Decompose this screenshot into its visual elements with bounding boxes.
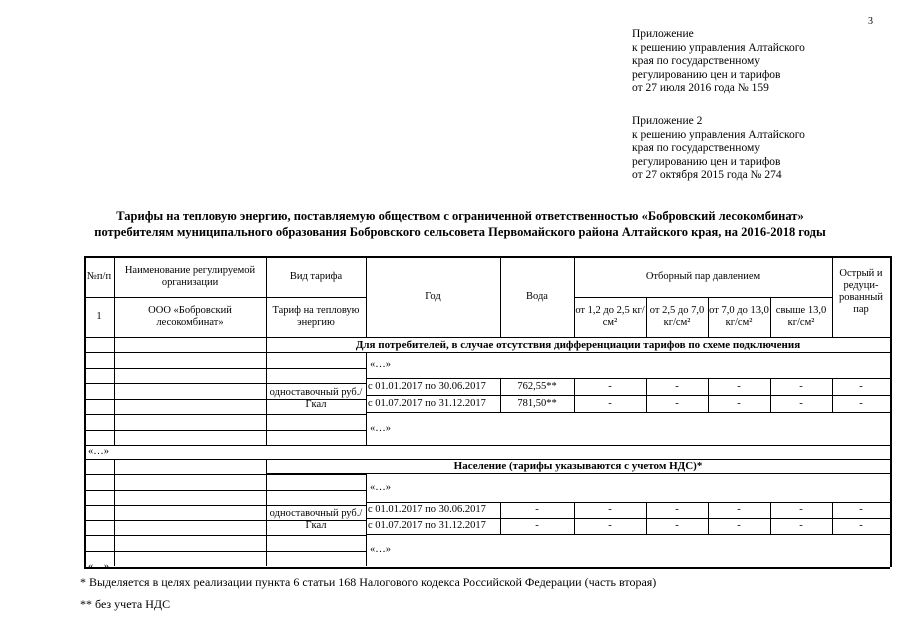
header-tariff-type: Вид тарифа xyxy=(289,270,343,282)
table-rule xyxy=(366,412,890,413)
ellipsis-row: «…» xyxy=(370,422,391,434)
table-rule xyxy=(114,459,115,566)
value-cell: - xyxy=(608,520,612,531)
header-pressure-3: от 7,0 до 13,0 кг/см² xyxy=(709,305,769,328)
value-cell: - xyxy=(799,397,803,409)
table-rule xyxy=(366,473,367,566)
appendix-note-1 xyxy=(632,28,805,96)
value-cell: - xyxy=(608,380,612,392)
value-cell: - xyxy=(799,520,803,531)
ellipsis-row: «…» xyxy=(370,481,391,493)
appendix-line: к решению управления Алтайского xyxy=(632,41,805,54)
value-cell: - xyxy=(859,380,863,392)
header-steam: Отборный пар давлением xyxy=(645,270,761,282)
period-cell: с 01.01.2017 по 30.06.2017 xyxy=(368,380,486,392)
header-year: Год xyxy=(425,290,441,302)
ellipsis-row: «…» xyxy=(370,544,391,555)
value-cell: - xyxy=(535,520,539,531)
value-cell: - xyxy=(737,504,741,515)
header-pressure-1: от 1,2 до 2,5 кг/см² xyxy=(575,305,645,328)
value-cell: - xyxy=(675,397,679,409)
appendix-line: к решению управления Алтайского xyxy=(632,128,805,141)
value-cell: - xyxy=(675,380,679,392)
value-cell: - xyxy=(859,397,863,409)
period-cell: с 01.01.2017 по 30.06.2017 xyxy=(368,504,486,515)
title-line-2: потребителям муниципального образования Бобровского сельсовета Первомайского района Алтайского края, на 2016-2018 годы xyxy=(94,225,826,239)
table-rule xyxy=(114,337,115,445)
tariff-type-label: одноставочный руб./Гкал xyxy=(269,386,363,410)
appendix-line: регулированию цен и тарифов xyxy=(632,68,781,81)
header-organization: Наименование регулируемой организации xyxy=(124,264,256,288)
section-header: Население (тарифы указываются с учетом НДС)* xyxy=(453,460,703,472)
value-cell: - xyxy=(675,520,679,531)
value-cell: - xyxy=(737,380,741,392)
value-cell: 762,55** xyxy=(517,380,557,392)
value-cell: - xyxy=(799,504,803,515)
ellipsis-row: «…» xyxy=(370,359,391,370)
value-cell: - xyxy=(737,397,741,409)
section-header: Для потребителей, в случае отсутствия дифференциации тарифов по схеме подключения xyxy=(355,338,801,351)
footnote-2: ** без учета НДС xyxy=(80,597,171,611)
table-rule xyxy=(84,445,890,446)
ellipsis-row: «…» xyxy=(88,561,109,572)
table-rule xyxy=(832,256,833,337)
tariff-name: Тариф на тепловую энергию xyxy=(272,305,360,328)
appendix-note-2 xyxy=(632,115,805,183)
value-cell: - xyxy=(535,504,539,515)
appendix-line: регулированию цен и тарифов xyxy=(632,155,781,168)
value-cell: - xyxy=(859,504,863,515)
period-cell: с 01.07.2017 по 31.12.2017 xyxy=(368,397,486,409)
value-cell: - xyxy=(608,504,612,515)
organization-name: ООО «Бобровский лесокомбинат» xyxy=(148,305,232,328)
table-rule xyxy=(366,352,367,445)
period-cell: с 01.07.2017 по 31.12.2017 xyxy=(368,520,486,531)
value-cell: - xyxy=(608,397,612,409)
table-rule xyxy=(366,534,890,535)
value-cell: - xyxy=(675,504,679,515)
value-cell: - xyxy=(799,380,803,392)
table-rule xyxy=(84,567,890,569)
appendix-line: Приложение 2 xyxy=(632,115,703,127)
header-pressure-2: от 2,5 до 7,0 кг/см² xyxy=(649,305,705,328)
value-cell: - xyxy=(737,520,741,531)
page-number: 3 xyxy=(868,16,873,27)
header-num: №п/п xyxy=(86,270,112,282)
header-sharp-steam: Острый и редуци-рованный пар xyxy=(839,267,883,315)
header-pressure-4: свыше 13,0 кг/см² xyxy=(775,305,827,328)
appendix-line: Приложение xyxy=(632,28,694,40)
appendix-line: от 27 октября 2015 года № 274 xyxy=(632,169,782,182)
title-line-1: Тарифы на тепловую энергию, поставляемую обществом с ограниченной ответственностью «Бобровский лесокомбинат» xyxy=(116,209,804,223)
appendix-line: от 27 июля 2016 года № 159 xyxy=(632,82,769,95)
appendix-line: края по государственному xyxy=(632,142,760,155)
document-title xyxy=(80,208,840,240)
appendix-line: края по государственному xyxy=(632,55,760,68)
row-number: 1 xyxy=(96,311,102,322)
tariff-type-label: одноставочный руб./Гкал xyxy=(269,507,363,531)
header-water: Вода xyxy=(526,290,548,302)
footnote-1: * Выделяется в целях реализации пункта 6 статьи 168 Налогового кодекса Российской Федерации (часть вторая) xyxy=(80,575,657,589)
value-cell: - xyxy=(859,520,863,531)
table-rule xyxy=(890,256,892,567)
value-cell: 781,50** xyxy=(517,397,557,409)
ellipsis-row: «…» xyxy=(88,446,109,457)
